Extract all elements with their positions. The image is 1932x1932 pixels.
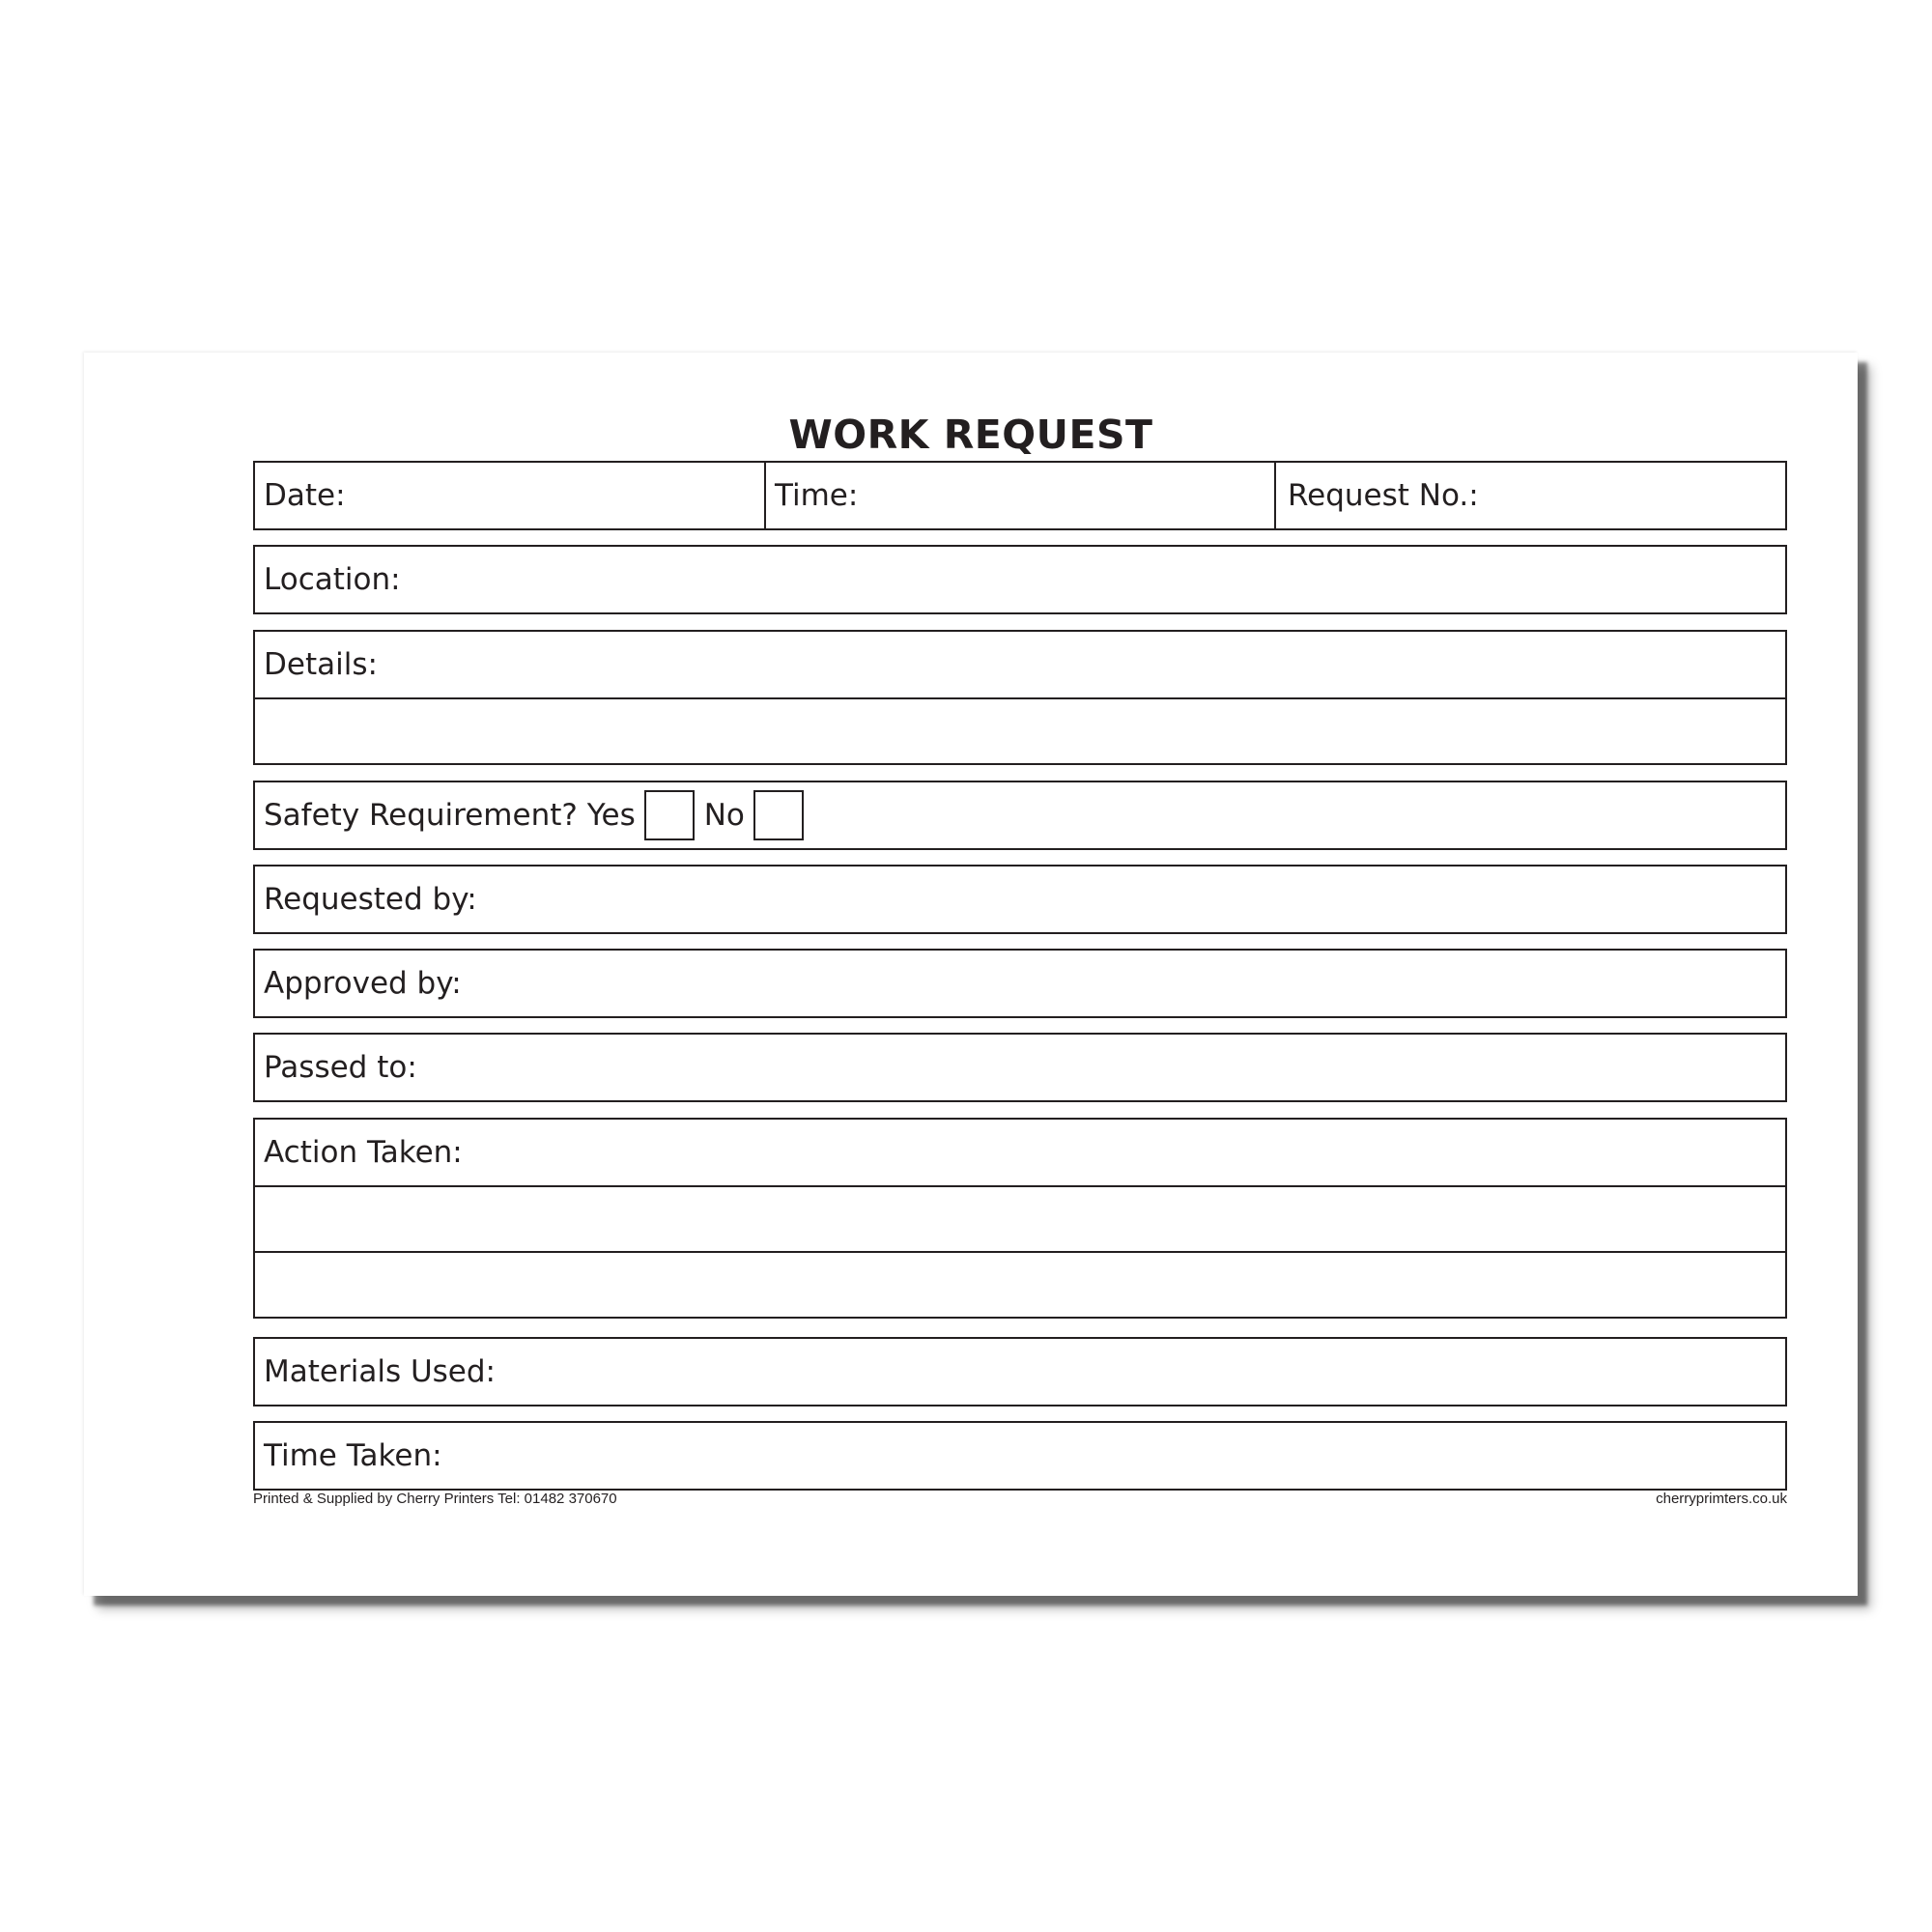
passed-to-label: Passed to: [264, 1049, 417, 1085]
safety-no-checkbox[interactable] [753, 790, 804, 840]
time-taken-field[interactable] [253, 1421, 1787, 1491]
passed-to-field[interactable] [253, 1033, 1787, 1102]
safety-yes-checkbox[interactable] [644, 790, 695, 840]
requested-by-label: Requested by: [264, 881, 477, 917]
requested-by-row [255, 867, 1785, 932]
materials-used-row [255, 1339, 1785, 1405]
details-line[interactable] [255, 697, 1785, 763]
location-field[interactable] [253, 545, 1787, 614]
action-taken-field[interactable] [253, 1118, 1787, 1319]
action-taken-line-1[interactable] [255, 1185, 1785, 1251]
approved-by-label: Approved by: [264, 965, 462, 1001]
time-label: Time: [775, 477, 859, 513]
details-row [255, 632, 1785, 697]
time-field[interactable] [764, 463, 1274, 528]
website-credit: cherryprimters.co.uk [1656, 1491, 1787, 1507]
location-row [255, 547, 1785, 612]
header-fields-box [253, 461, 1787, 530]
approved-by-row [255, 951, 1785, 1016]
safety-row [255, 782, 1785, 848]
safety-field [253, 781, 1787, 850]
header-fields-row [255, 463, 1785, 528]
passed-to-row [255, 1035, 1785, 1100]
printer-credit: Printed & Supplied by Cherry Printers Tel: 01482 370670 [253, 1491, 617, 1507]
form-sheet [84, 353, 1858, 1596]
safety-label: Safety Requirement? Yes [264, 797, 636, 833]
details-label: Details: [264, 646, 378, 682]
location-label: Location: [264, 561, 401, 597]
details-field[interactable] [253, 630, 1787, 765]
safety-no-label: No [703, 797, 745, 833]
materials-used-field[interactable] [253, 1337, 1787, 1406]
date-label: Date: [264, 477, 346, 513]
date-field[interactable] [255, 463, 764, 528]
form-title: WORK REQUEST [788, 412, 1153, 458]
action-taken-line-2[interactable] [255, 1251, 1785, 1317]
materials-used-label: Materials Used: [264, 1353, 496, 1389]
action-taken-row [255, 1120, 1785, 1185]
approved-by-field[interactable] [253, 949, 1787, 1018]
request-no-label: Request No.: [1288, 477, 1479, 513]
time-taken-label: Time Taken: [264, 1437, 442, 1473]
time-taken-row [255, 1423, 1785, 1489]
request-no-field[interactable] [1274, 463, 1785, 528]
requested-by-field[interactable] [253, 865, 1787, 934]
action-taken-label: Action Taken: [264, 1134, 463, 1170]
